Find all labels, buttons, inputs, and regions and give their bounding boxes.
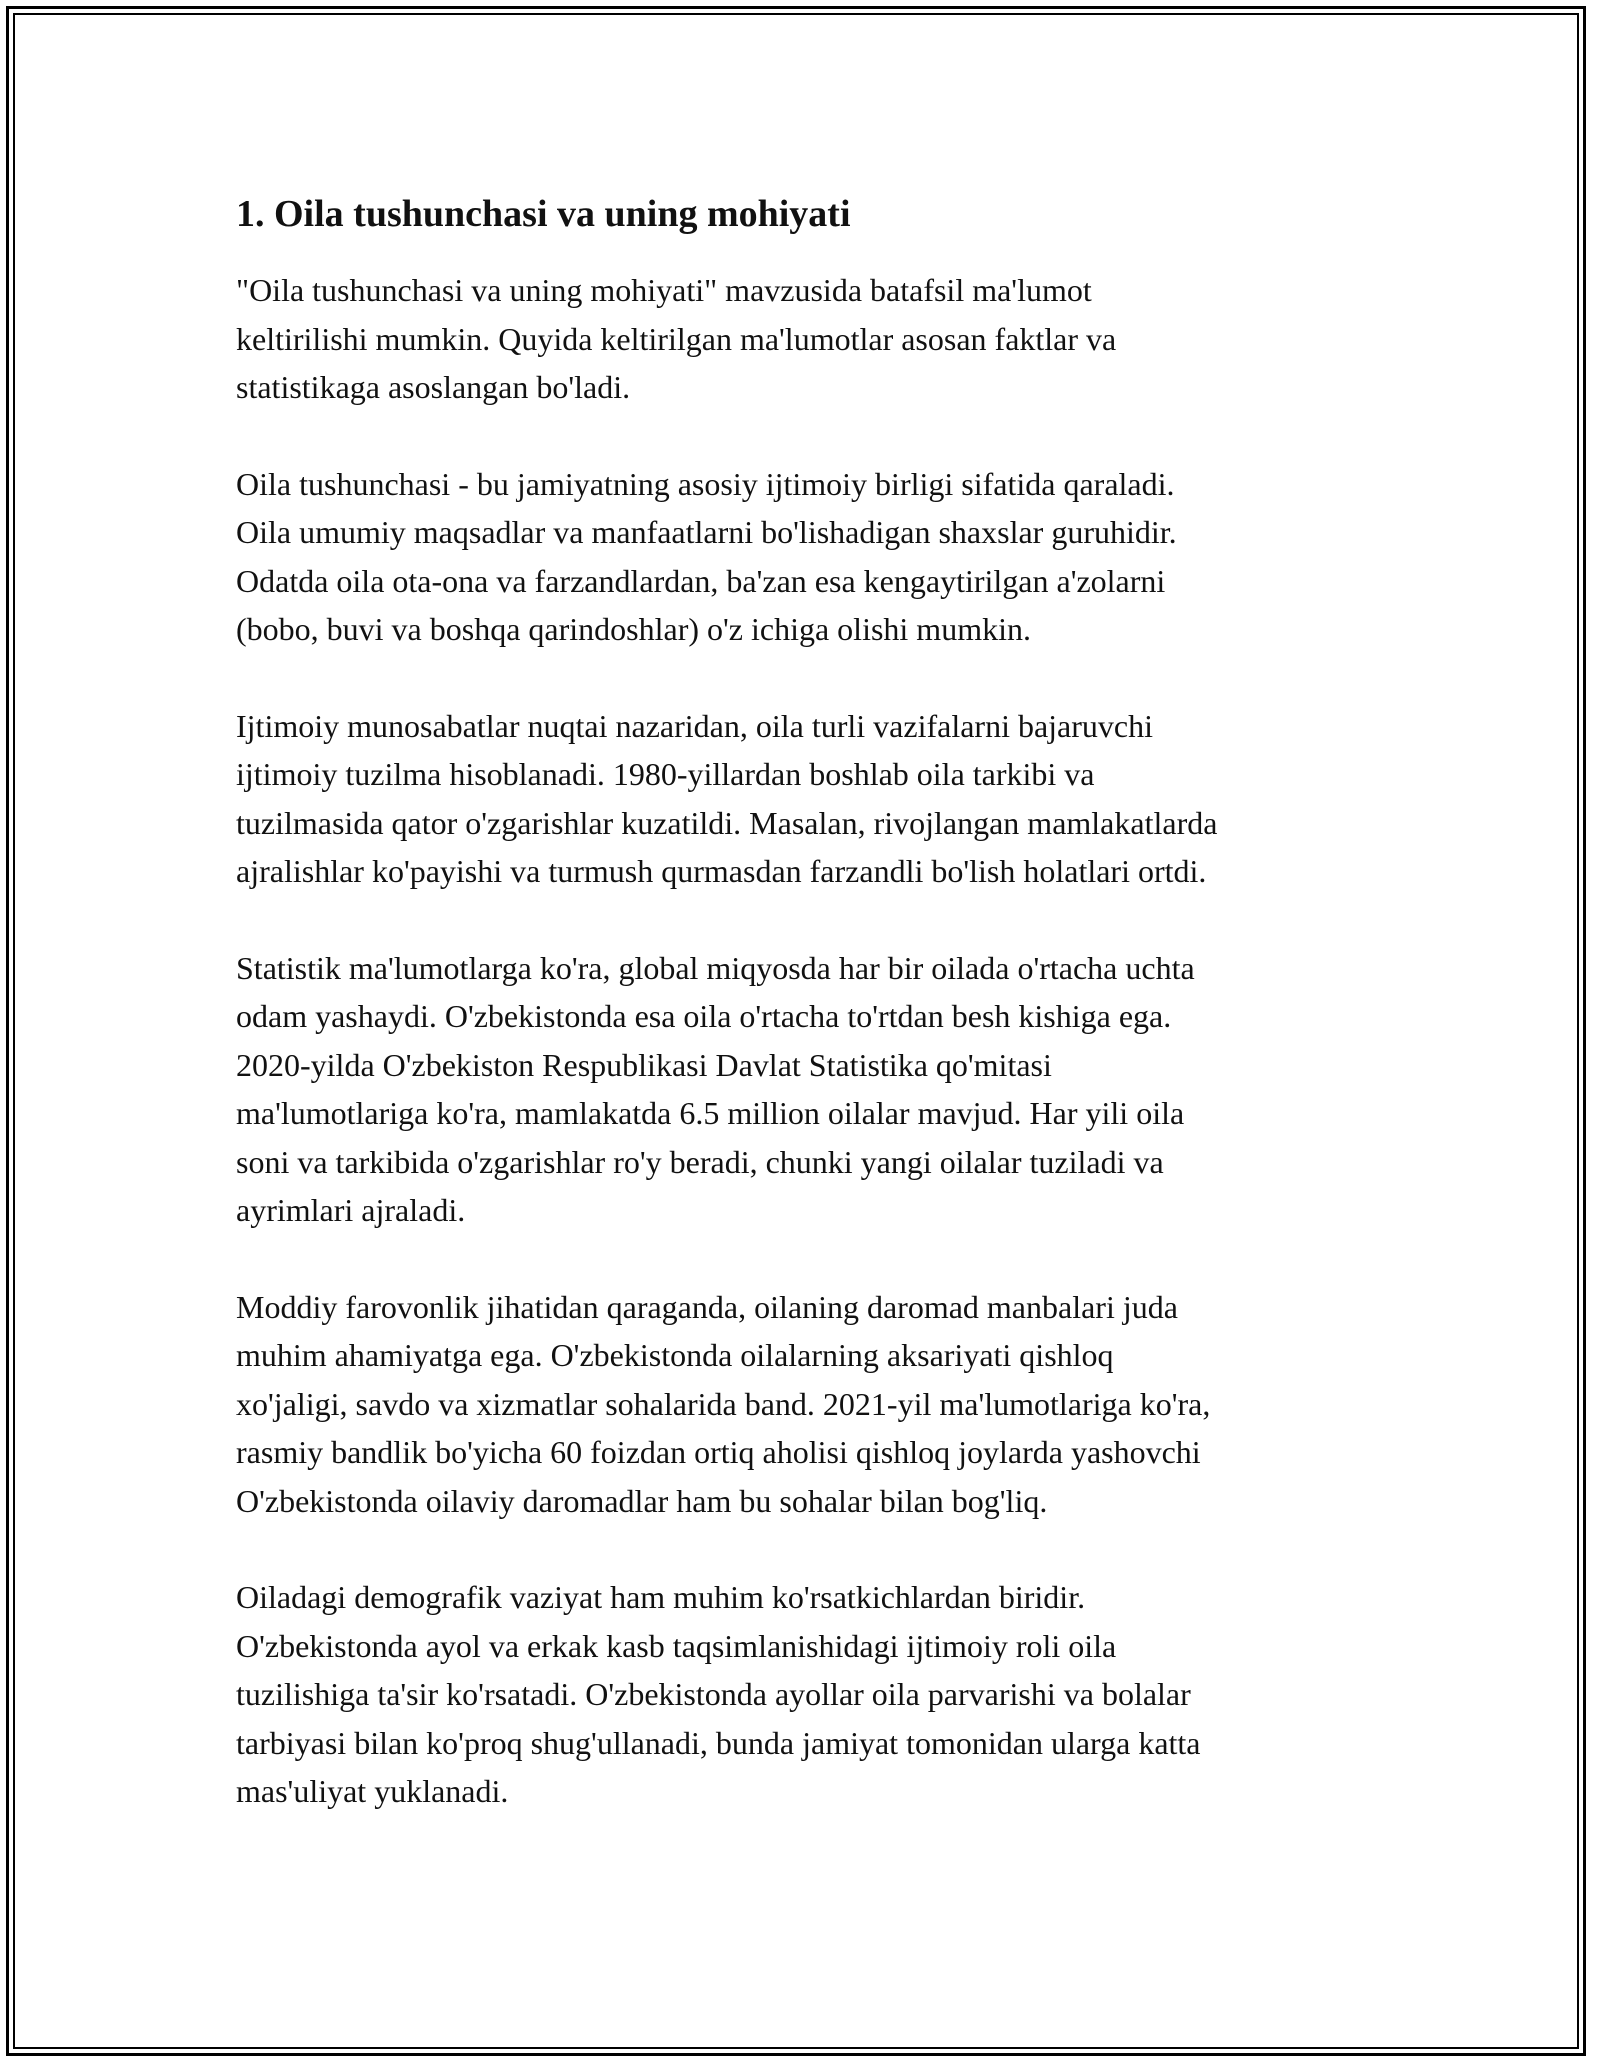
paragraph-line: tuzilmasida qator o'zgarishlar kuzatildi. Masalan, rivojlangan mamlakatlarda bbox=[236, 804, 1218, 841]
paragraph-line: Oila umumiy maqsadlar va manfaatlarni bo'lishadigan shaxslar guruhidir. bbox=[236, 514, 1177, 550]
paragraph-line: statistikaga asoslangan bo'ladi. bbox=[236, 369, 631, 405]
paragraph-line: ijtimoiy tuzilma hisoblanadi. 1980-yillardan boshlab oila tarkibi va bbox=[236, 756, 1095, 792]
paragraph-line: tuzilishiga ta'sir ko'rsatadi. O'zbekistonda ayollar oila parvarishi va bolalar bbox=[236, 1676, 1191, 1712]
paragraph-line: ayrimlari ajraladi. bbox=[236, 1192, 466, 1228]
paragraph-line: Moddiy farovonlik jihatidan qaraganda, oilaning daromad manbalari juda bbox=[236, 1288, 1178, 1325]
paragraph-line: keltirilishi mumkin. Quyida keltirilgan ma'lumotlar asosan faktlar va bbox=[236, 320, 1117, 357]
paragraph-4 bbox=[236, 944, 1386, 1235]
paragraph-line: muhim ahamiyatga ega. O'zbekistonda oilalarning aksariyati qishloq bbox=[236, 1337, 1114, 1373]
paragraph-line: Odatda oila ota-ona va farzandlardan, ba'zan esa kengaytirilgan a'zolarni bbox=[236, 562, 1166, 599]
paragraph-line: soni va tarkibida o'zgarishlar ro'y beradi, chunki yangi oilalar tuziladi va bbox=[236, 1143, 1164, 1180]
paragraph-line: (bobo, buvi va boshqa qarindoshlar) o'z ichiga olishi mumkin. bbox=[236, 611, 1031, 647]
paragraph-line: "Oila tushunchasi va uning mohiyati" mavzusida batafsil ma'lumot bbox=[236, 272, 1092, 308]
paragraph-1 bbox=[236, 266, 1386, 412]
paragraph-line: ajralishlar ko'payishi va turmush qurmasdan farzandli bo'lish holatlari ortdi. bbox=[236, 853, 1207, 889]
paragraph-line: 2020-yilda O'zbekiston Respublikasi Davlat Statistika qo'mitasi bbox=[236, 1046, 1052, 1083]
document-content bbox=[236, 188, 1386, 1864]
paragraph-3 bbox=[236, 702, 1386, 896]
paragraph-line: O'zbekistonda ayol va erkak kasb taqsimlanishidagi ijtimoiy roli oila bbox=[236, 1627, 1117, 1664]
paragraph-line: Statistik ma'lumotlarga ko'ra, global miqyosda har bir oilada o'rtacha uchta bbox=[236, 949, 1195, 986]
paragraph-line: odam yashaydi. O'zbekistonda esa oila o'rtacha to'rtdan besh kishiga ega. bbox=[236, 998, 1172, 1034]
paragraph-line: Oila tushunchasi - bu jamiyatning asosiy ijtimoiy birligi sifatida qaraladi. bbox=[236, 465, 1175, 502]
paragraph-line: Oiladagi demografik vaziyat ham muhim ko'rsatkichlardan biridir. bbox=[236, 1579, 1086, 1615]
section-title: 1. Oila tushunchasi va uning mohiyati bbox=[236, 193, 851, 235]
paragraph-line: ma'lumotlariga ko'ra, mamlakatda 6.5 million oilalar mavjud. Har yili oila bbox=[236, 1095, 1185, 1131]
paragraph-line: xo'jaligi, savdo va xizmatlar sohalarida band. 2021-yil ma'lumotlariga ko'ra, bbox=[236, 1385, 1211, 1422]
paragraph-6 bbox=[236, 1573, 1386, 1816]
paragraph-line: mas'uliyat yuklanadi. bbox=[236, 1773, 509, 1809]
paragraph-2 bbox=[236, 460, 1386, 654]
paragraph-line: O'zbekistonda oilaviy daromadlar ham bu sohalar bilan bog'liq. bbox=[236, 1482, 1048, 1519]
paragraph-line: rasmiy bandlik bo'yicha 60 foizdan ortiq aholisi qishloq joylarda yashovchi bbox=[236, 1434, 1201, 1470]
paragraph-line: tarbiyasi bilan ko'proq shug'ullanadi, bunda jamiyat tomonidan ularga katta bbox=[236, 1724, 1201, 1761]
paragraph-5 bbox=[236, 1283, 1386, 1526]
paragraph-line: Ijtimoiy munosabatlar nuqtai nazaridan, oila turli vazifalarni bajaruvchi bbox=[236, 707, 1153, 744]
